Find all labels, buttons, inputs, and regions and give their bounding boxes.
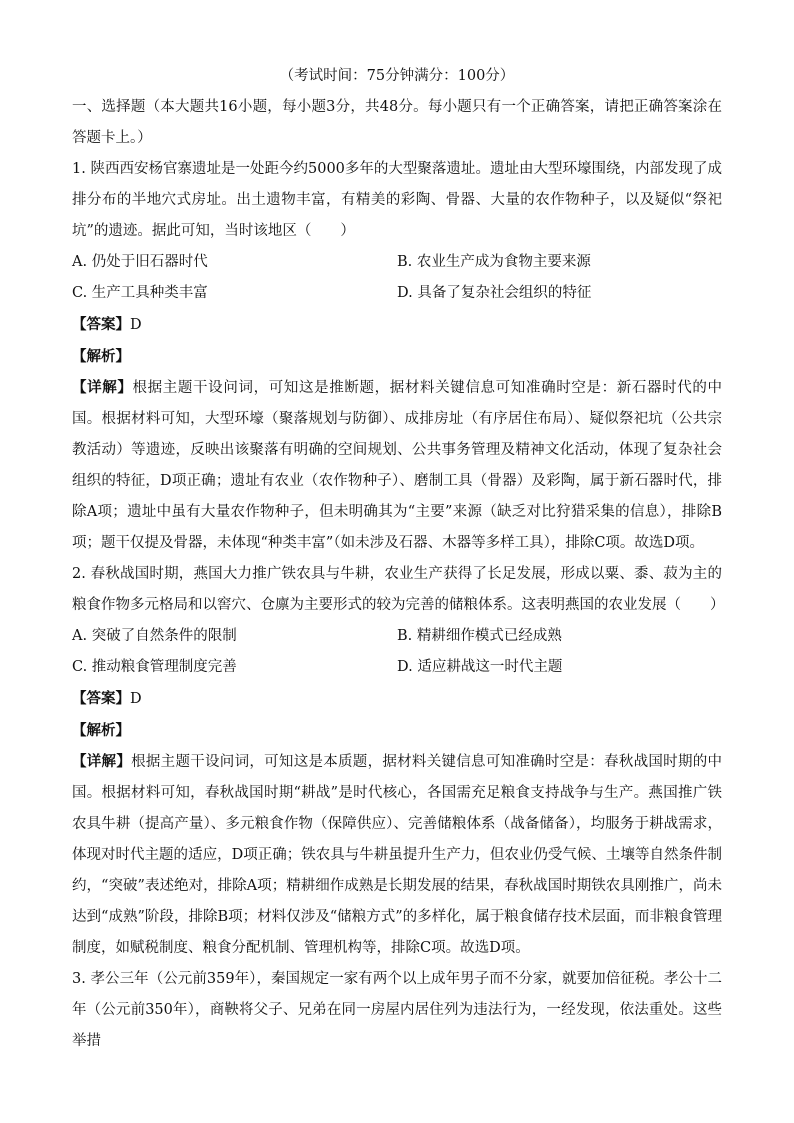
answer-value: D — [130, 691, 142, 707]
question-stem: 3. 孝公三年（公元前359年），秦国规定一家有两个以上成年男子而不分家，就要加倍征税。孝公十二年（公元前350年），商鞅将父子、兄弟在同一房屋内居住列为违法行为，一经发现，依法重处。这些举措 — [72, 971, 722, 1049]
question-2 — [72, 559, 725, 964]
answer-label: 【答案】 — [72, 690, 130, 707]
exam-page — [72, 64, 725, 1057]
detail-text: 根据主题干设问词，可知这是推断题，据材料关键信息可知准确时空是：新石器时代的中国。根据材料可知，大型环壕（聚落规划与防御）、成排房址（有序居住布局）、疑似祭祀坑（公共宗教活动）等遗迹，反映出该聚落有明确的空间规划、公共事务管理及精神文化活动，体现了复杂社会组织的特征，D项正确；遗址有农业（农作物种子）、磨制工具（骨器）及彩陶，属于新石器时代，排除A项；遗址中虽有大量农作物种子，但未明确其为“主要”来源（缺乏对比狩猎采集的信息），排除B项；题干仅提及骨器，未体现“种类丰富”（如未涉及石器、木器等多样工具），排除C项。故选D项。 — [72, 380, 723, 551]
section-title: 一、选择题（本大题共16小题，每小题3分，共48分。每小题只有一个正确答案，请把正确答案涂在答题卡上。） — [72, 99, 722, 146]
question-3 — [72, 964, 722, 1057]
analysis-label: 【解析】 — [72, 348, 130, 365]
answer-line — [72, 683, 722, 715]
option-a: A. 突破了自然条件的限制 — [72, 628, 237, 644]
answer-line — [72, 309, 722, 341]
option-a: A. 仍处于旧石器时代 — [72, 254, 208, 270]
detail-label: 【详解】 — [72, 753, 132, 770]
option-list — [72, 247, 722, 309]
option-d: D. 具备了复杂社会组织的特征 — [397, 285, 592, 301]
exam-header: （考试时间：75分钟满分：100分） — [279, 68, 515, 84]
option-d: D. 适应耕战这一时代主题 — [397, 659, 563, 675]
detail-text: 根据主题干设问词，可知这是本质题，据材料关键信息可知准确时空是：春秋战国时期的中国。根据材料可知，春秋战国时期“耕战”是时代核心，各国需充足粮食支持战争与生产。燕国推广铁农具牛耕（提高产量）、多元粮食作物（保障供应）、完善储粮体系（战备储备），均服务于耕战需求，体现对时代主题的适应，D项正确；铁农具与牛耕虽提升生产力，但农业仍受气候、土壤等自然条件制约，“突破”表述绝对，排除A项；精耕细作成熟是长期发展的结果，春秋战国时期铁农具刚推广，尚未达到“成熟”阶段，排除B项；材料仅涉及“储粮方式”的多样化，属于粮食储存技术层面，而非粮食管理制度，如赋税制度、粮食分配机制、管理机构等，排除C项。故选D项。 — [72, 754, 723, 956]
question-stem: 1. 陕西西安杨官寨遗址是一处距今约5000多年的大型聚落遗址。遗址由大型环壕围绕，内部发现了成排分布的半地穴式房址。出土遗物丰富，有精美的彩陶、骨器、大量的农作物种子，以及疑似“祭祀坑”的遗迹。据此可知，当时该地区（ ） — [72, 161, 722, 239]
question-stem: 2. 春秋战国时期，燕国大力推广铁农具与牛耕，农业生产获得了长足发展，形成以粟、黍、菽为主的粮食作物多元格局和以窖穴、仓廪为主要形式的较为完善的储粮体系。这表明燕国的农业发展（ ） — [72, 566, 725, 613]
answer-label: 【答案】 — [72, 316, 130, 333]
option-b: B. 精耕细作模式已经成熟 — [397, 628, 562, 644]
question-1 — [72, 154, 722, 559]
option-list — [72, 621, 722, 683]
detail-paragraph — [72, 372, 722, 559]
answer-value: D — [130, 317, 142, 333]
option-c: C. 推动粮食管理制度完善 — [72, 659, 237, 675]
detail-label: 【详解】 — [72, 379, 133, 396]
detail-paragraph — [72, 746, 722, 964]
analysis-label: 【解析】 — [72, 722, 130, 739]
option-c: C. 生产工具种类丰富 — [72, 285, 208, 301]
option-b: B. 农业生产成为食物主要来源 — [397, 254, 591, 270]
